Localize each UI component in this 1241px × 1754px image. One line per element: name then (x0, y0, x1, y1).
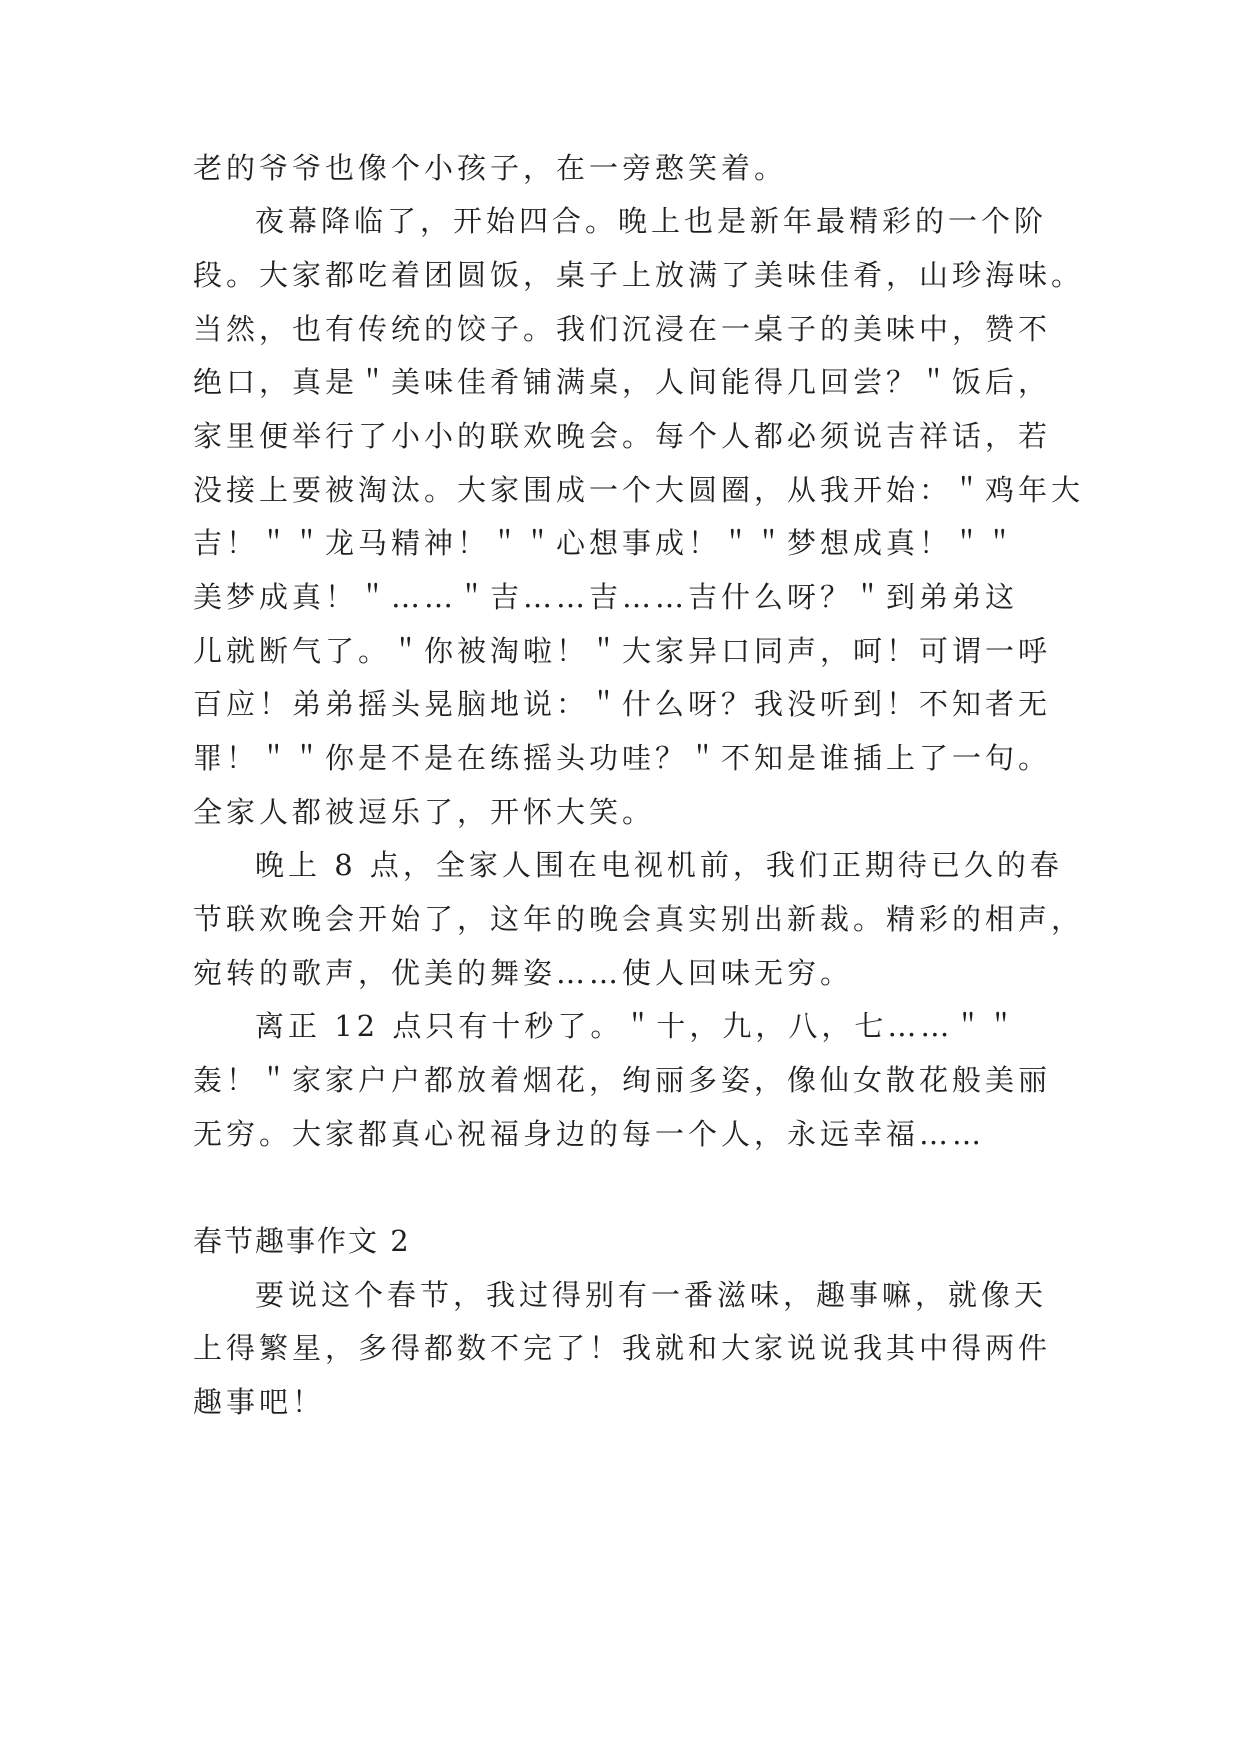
paragraph-2-line-8: 美梦成真！＂……＂吉……吉……吉什么呀？＂到弟弟这 (193, 580, 1019, 614)
paragraph-4-line-3: 无穷。大家都真心祝福身边的每一个人，永远幸福…… (193, 1117, 986, 1151)
paragraph-2-line-6: 没接上要被淘汰。大家围成一个大圆圈，从我开始：＂鸡年大 (193, 473, 1085, 507)
paragraph-2-line-5: 家里便举行了小小的联欢晚会。每个人都必须说吉祥话，若 (193, 419, 1052, 453)
paragraph-2-line-9: 儿就断气了。＂你被淘啦！＂大家异口同声，呵！可谓一呼 (193, 634, 1052, 668)
section-paragraph-line-1: 要说这个春节，我过得别有一番滋味，趣事嘛，就像天 (255, 1278, 1048, 1312)
paragraph-2-line-10: 百应！弟弟摇头晃脑地说：＂什么呀？我没听到！不知者无 (193, 687, 1052, 721)
paragraph-3-line-3: 宛转的歌声，优美的舞姿……使人回味无穷。 (193, 956, 854, 990)
section-paragraph-line-3: 趣事吧！ (193, 1385, 326, 1419)
paragraph-2-line-11: 罪！＂＂你是不是在练摇头功哇？＂不知是谁插上了一句。 (193, 741, 1052, 775)
paragraph-3-line-2: 节联欢晚会开始了，这年的晚会真实别出新裁。精彩的相声， (193, 902, 1085, 936)
paragraph-2-line-7: 吉！＂＂龙马精神！＂＂心想事成！＂＂梦想成真！＂＂ (193, 526, 1019, 560)
section-title: 春节趣事作文 2 (193, 1224, 411, 1258)
paragraph-2-line-3: 当然，也有传统的饺子。我们沉浸在一桌子的美味中，赞不 (193, 312, 1052, 346)
paragraph-2-line-1: 夜幕降临了，开始四合。晚上也是新年最精彩的一个阶 (255, 204, 1048, 238)
section-paragraph-line-2: 上得繁星，多得都数不完了！我就和大家说说我其中得两件 (193, 1331, 1052, 1365)
paragraph-2-line-2: 段。大家都吃着团圆饭，桌子上放满了美味佳肴，山珍海味。 (193, 258, 1085, 292)
paragraph-4-line-2: 轰！＂家家户户都放着烟花，绚丽多姿，像仙女散花般美丽 (193, 1063, 1052, 1097)
paragraph-1-line-1: 老的爷爷也像个小孩子，在一旁憨笑着。 (193, 151, 788, 185)
paragraph-2-line-4: 绝口，真是＂美味佳肴铺满桌，人间能得几回尝？＂饭后， (193, 365, 1052, 399)
paragraph-2-line-12: 全家人都被逗乐了，开怀大笑。 (193, 795, 656, 829)
paragraph-4-line-1: 离正 12 点只有十秒了。＂十，九，八，七……＂＂ (255, 1009, 1020, 1043)
paragraph-3-line-1: 晚上 8 点，全家人围在电视机前，我们正期待已久的春 (255, 848, 1063, 882)
